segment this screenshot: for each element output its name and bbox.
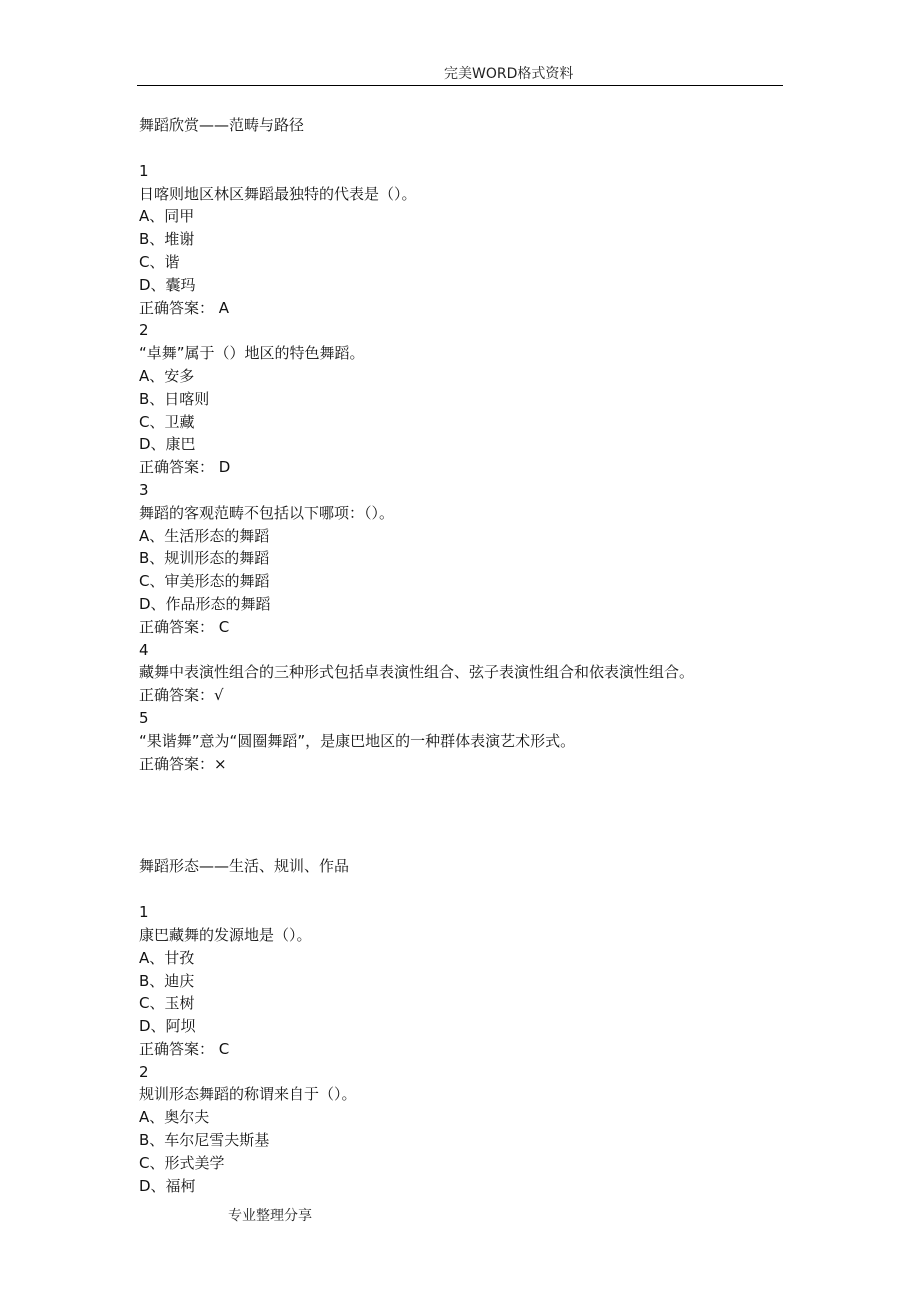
question-text: 日喀则地区林区舞蹈最独特的代表是（）。 [139, 184, 417, 203]
document-body [139, 114, 779, 1197]
answer-option: B、车尔尼雪夫斯基 [139, 1131, 270, 1150]
section-gap [139, 775, 779, 855]
answer-option: A、同甲 [139, 207, 195, 226]
section-title: 舞蹈形态——生活、规训、作品 [139, 857, 350, 876]
question-text: “卓舞”属于（）地区的特色舞蹈。 [139, 344, 365, 363]
answer-option: D、阿坝 [139, 1017, 196, 1036]
correct-answer: 正确答案： A [139, 298, 230, 317]
answer-option: D、福柯 [139, 1176, 196, 1195]
question-number: 5 [139, 708, 149, 727]
question-text: 舞蹈的客观范畴不包括以下哪项：（）。 [139, 503, 395, 522]
question-text: 康巴藏舞的发源地是（）。 [139, 925, 312, 944]
question-number: 4 [139, 640, 149, 659]
correct-answer: 正确答案： C [139, 1039, 230, 1058]
answer-option: A、安多 [139, 366, 195, 385]
answer-option: B、规训形态的舞蹈 [139, 549, 270, 568]
page-footer: 专业整理分享 [228, 1208, 312, 1224]
answer-option: C、谐 [139, 252, 180, 271]
answer-option: D、作品形态的舞蹈 [139, 594, 271, 613]
section-title: 舞蹈欣赏——范畴与路径 [139, 116, 305, 134]
answer-option: A、生活形态的舞蹈 [139, 526, 270, 545]
question-text: “果谐舞”意为“圆圈舞蹈”，是康巴地区的一种群体表演艺术形式。 [139, 731, 576, 750]
question-text: 藏舞中表演性组合的三种形式包括卓表演性组合、弦子表演性组合和依表演性组合。 [139, 663, 695, 682]
correct-answer: 正确答案：√ [139, 686, 224, 705]
answer-option: A、甘孜 [139, 948, 195, 967]
answer-option: A、奥尔夫 [139, 1108, 210, 1127]
question-number: 2 [139, 1062, 149, 1081]
answer-option: C、形式美学 [139, 1153, 225, 1172]
correct-answer: 正确答案：× [139, 754, 227, 773]
answer-option: C、卫藏 [139, 412, 195, 431]
answer-option: C、审美形态的舞蹈 [139, 572, 270, 591]
page-header: 完美WORD格式资料 [444, 66, 574, 82]
answer-option: B、迪庆 [139, 971, 195, 990]
answer-option: B、堆谢 [139, 230, 195, 249]
question-number: 1 [139, 161, 149, 180]
header-rule [137, 85, 783, 86]
question-number: 3 [139, 480, 149, 499]
answer-option: B、日喀则 [139, 389, 210, 408]
answer-option: D、囊玛 [139, 275, 196, 294]
answer-option: C、玉树 [139, 994, 195, 1013]
question-text: 规训形态舞蹈的称谓来自于（）。 [139, 1085, 357, 1104]
question-number: 2 [139, 321, 149, 340]
answer-option: D、康巴 [139, 435, 196, 454]
question-number: 1 [139, 903, 149, 922]
correct-answer: 正确答案： D [139, 458, 231, 477]
correct-answer: 正确答案： C [139, 617, 230, 636]
